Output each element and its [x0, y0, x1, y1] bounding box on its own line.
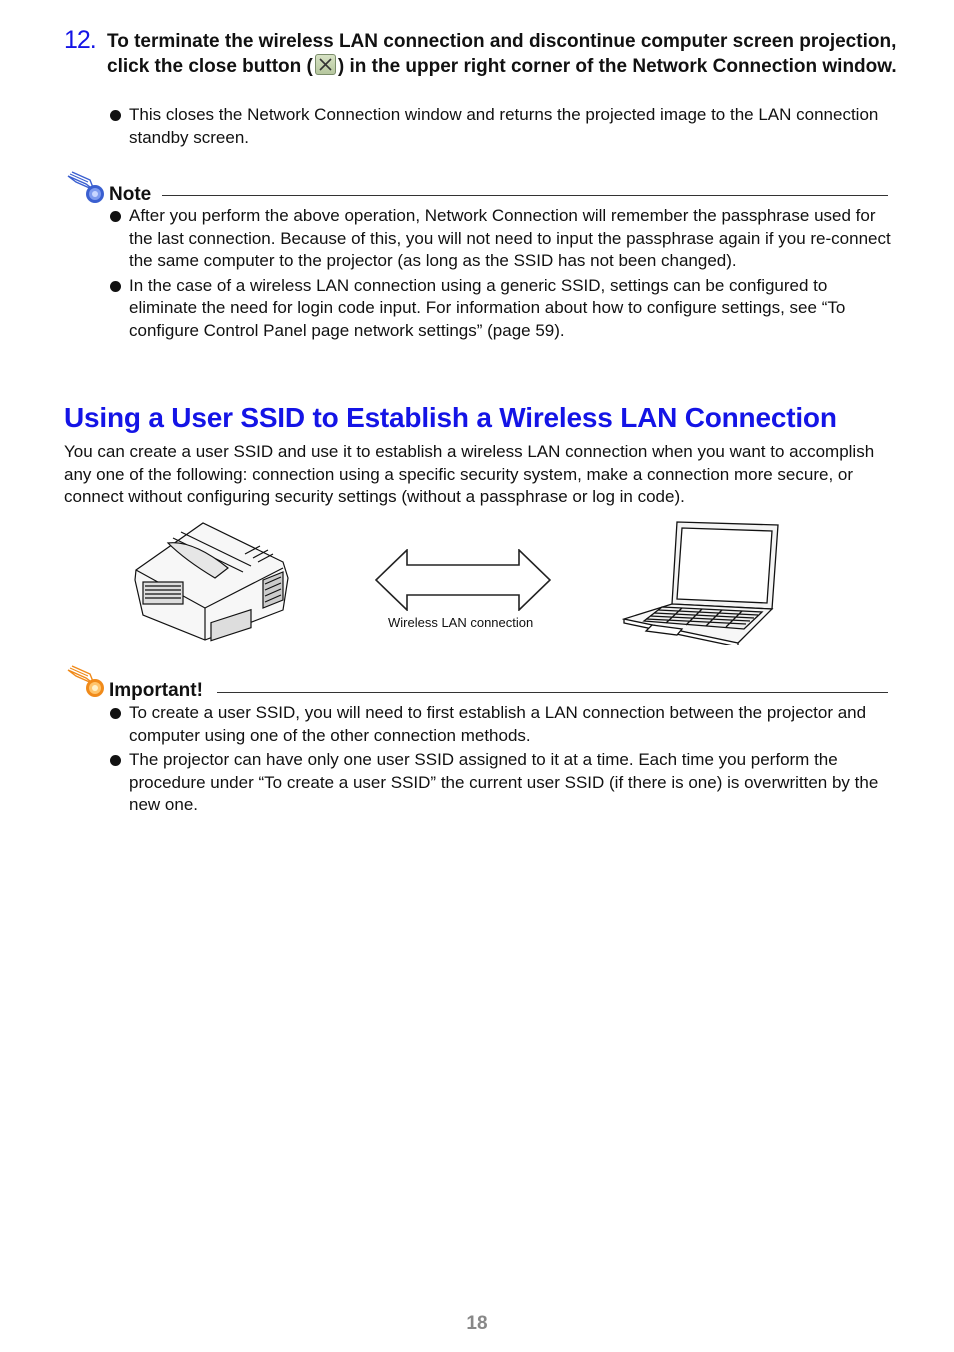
important-icon: [66, 664, 106, 703]
laptop-illustration: [622, 519, 780, 650]
important-divider: [217, 692, 888, 693]
note-label: Note: [109, 184, 152, 205]
page-number: 18: [466, 1313, 488, 1334]
note-icon: [66, 170, 106, 209]
important-label: Important!: [109, 680, 203, 701]
bullet-icon: [110, 110, 121, 121]
step-number: 12.: [64, 26, 96, 54]
note-bullets: [108, 205, 893, 344]
bullet-text: To create a user SSID, you will need to first establish a LAN connection between the projector and computer using one of the other connection methods.: [129, 703, 867, 745]
bullet-icon: [110, 708, 121, 719]
section-title: Using a User SSID to Establish a Wireless LAN Connection: [64, 402, 837, 433]
projector-illustration: [133, 520, 293, 647]
bullet-icon: [110, 281, 121, 292]
note-divider: [162, 195, 888, 196]
figure-caption: Wireless LAN connection: [388, 615, 534, 630]
step-bullets: [108, 104, 893, 151]
bidirectional-arrow-icon: [375, 549, 551, 616]
bullet-text: After you perform the above operation, Network Connection will remember the passphrase used for the last connection. Because of this, you will not need to input the passphrase again if you re-connect the same computer to the projector (as long as the SSID has not been changed).: [129, 206, 891, 270]
close-button-icon: [315, 54, 336, 75]
bullet-text: This closes the Network Connection window and returns the projected image to the LAN connection standby screen.: [129, 105, 879, 147]
list-item: [108, 702, 893, 747]
list-item: [108, 275, 893, 343]
bullet-text: In the case of a wireless LAN connection using a generic SSID, settings can be configured to eliminate the need for login code input. For information about how to configure settings, see “To configure Control Panel page network settings” (page 59).: [129, 275, 846, 340]
important-bullets: [108, 702, 893, 819]
section-intro: You can create a user SSID and use it to establish a wireless LAN connection when you want to accomplish any one of the following: connection using a specific security system, make a connection more secure, or connect without configuring security settings (without a passphrase or log in code).: [64, 442, 875, 506]
list-item: [108, 205, 893, 273]
step-text-before: To terminate the wireless LAN connection and discontinue computer screen projection, click the close button (: [107, 31, 897, 77]
bullet-text: The projector can have only one user SSID assigned to it at a time. Each time you perform the procedure under “To create a user SSID” the current user SSID (if there is one) is overwritten by the new one.: [129, 750, 879, 814]
step-text-after: ) in the upper right corner of the Network Connection window.: [337, 56, 897, 77]
list-item: [108, 104, 893, 149]
list-item: [108, 749, 893, 817]
bullet-icon: [110, 755, 121, 766]
bullet-icon: [110, 211, 121, 222]
step-instruction: [107, 29, 897, 79]
